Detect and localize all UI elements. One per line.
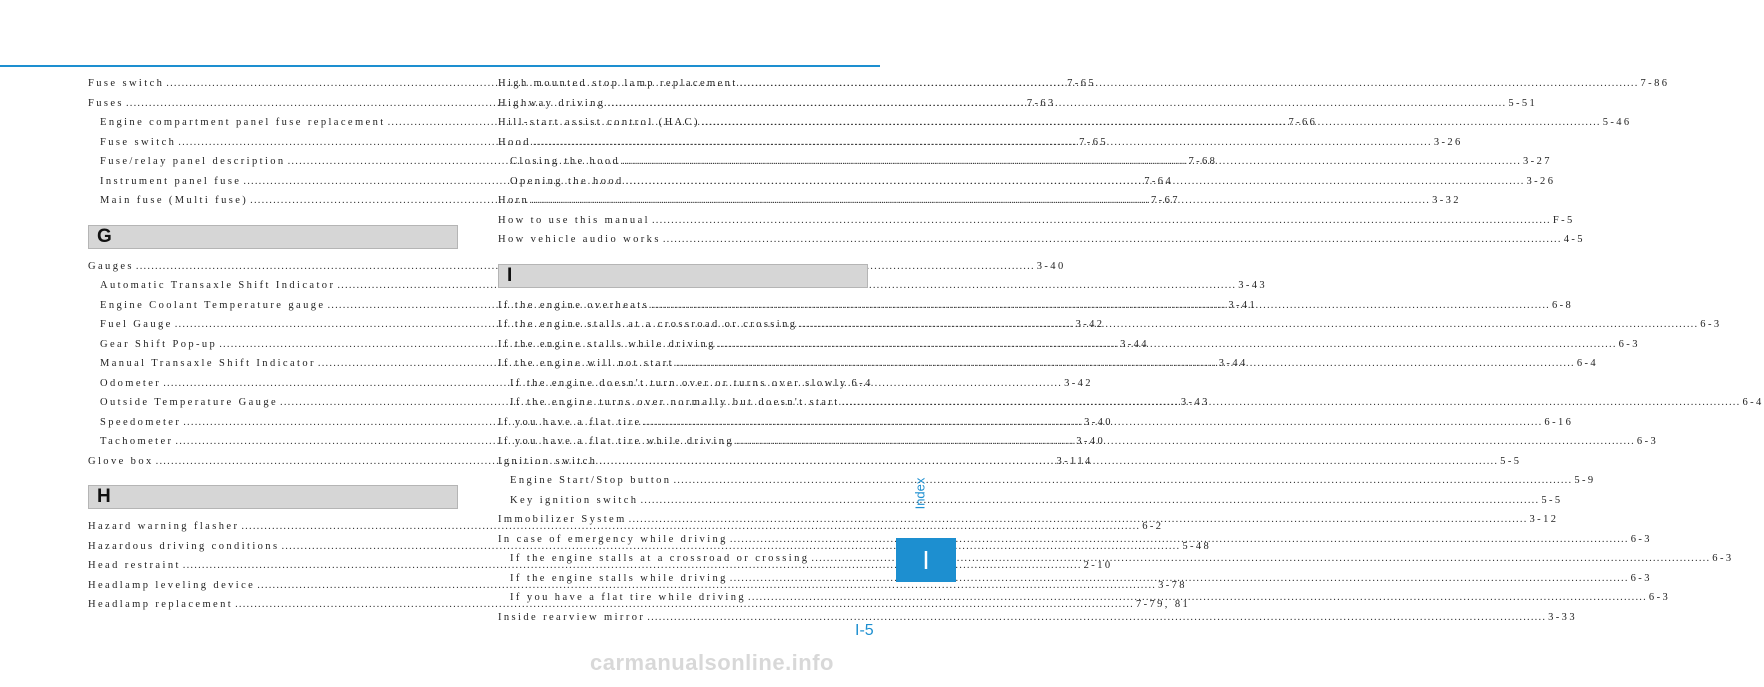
index-subentry[interactable] bbox=[498, 494, 1563, 515]
entry-text: In case of emergency while driving bbox=[498, 533, 728, 545]
entry-text: Engine Coolant Temperature gauge bbox=[100, 299, 326, 311]
dot-leader bbox=[702, 117, 1601, 128]
entry-page: 6-3 bbox=[1618, 338, 1640, 350]
dot-leader bbox=[842, 397, 1741, 408]
entry-page: 3-42 bbox=[1075, 319, 1105, 330]
entry-page: 3-43 bbox=[1180, 397, 1210, 408]
dot-leader bbox=[622, 156, 1521, 167]
entry-text: Hazard warning flasher bbox=[88, 521, 240, 532]
dot-leader bbox=[531, 195, 1430, 206]
entry-page: 7-65 bbox=[1079, 136, 1109, 148]
entry-page: 3-12 bbox=[1529, 514, 1559, 525]
entry-text: If the engine stalls at a crossroad or crossing bbox=[510, 553, 810, 564]
entry-page: 3-33 bbox=[1548, 611, 1577, 623]
section-letter: G bbox=[97, 225, 112, 247]
entry-page: 7-67 bbox=[1151, 195, 1180, 206]
entry-text: Gauges bbox=[88, 260, 134, 272]
entry-text: Odometer bbox=[100, 377, 162, 389]
entry-text: Hazardous driving conditions bbox=[88, 540, 280, 552]
entry-page: 7-64 bbox=[1144, 175, 1174, 187]
entry-text: Head restraint bbox=[88, 560, 181, 571]
entry-page: 7-63 bbox=[1026, 97, 1056, 109]
entry-page: 7-86 bbox=[1640, 78, 1670, 89]
entry-page: 3-44 bbox=[1120, 338, 1149, 350]
entry-text: Engine compartment panel fuse replacement bbox=[100, 117, 386, 128]
dot-leader bbox=[740, 78, 1639, 89]
entry-page: 7-65 bbox=[1067, 78, 1097, 89]
entry-page: 3-43 bbox=[1238, 280, 1268, 291]
entry-page: 3-78 bbox=[1158, 579, 1187, 591]
entry-text: Fuse switch bbox=[100, 136, 177, 148]
dot-leader bbox=[718, 339, 1617, 350]
entry-page: 6-16 bbox=[1544, 416, 1574, 428]
section-header-i bbox=[498, 264, 868, 288]
section-header-g bbox=[88, 225, 458, 249]
dot-leader bbox=[647, 612, 1546, 623]
dot-leader bbox=[629, 514, 1528, 525]
index-subentry[interactable] bbox=[498, 377, 873, 398]
entry-text: Instrument panel fuse bbox=[100, 175, 242, 187]
entry-text: Outside Temperature Gauge bbox=[100, 397, 279, 408]
entry-text: Ignition switch bbox=[498, 455, 598, 467]
section-letter: H bbox=[97, 486, 111, 507]
entry-text: How to use this manual bbox=[498, 214, 650, 226]
dot-leader bbox=[599, 456, 1498, 467]
section-header-h bbox=[88, 485, 458, 509]
entry-text: Fuse switch bbox=[88, 78, 165, 89]
index-entry[interactable] bbox=[498, 234, 1585, 254]
entry-text: If the engine will not start bbox=[498, 358, 674, 369]
entry-text: If the engine overheats bbox=[498, 299, 650, 311]
entry-text: If the engine stalls at a crossroad or crossing bbox=[498, 319, 798, 330]
entry-page: 2-10 bbox=[1083, 560, 1113, 571]
watermark: carmanualsonline.info bbox=[590, 650, 834, 675]
dot-leader bbox=[730, 573, 1629, 584]
entry-text: If the engine turns over normally but doesn't start bbox=[510, 397, 840, 408]
entry-text: Manual Transaxle Shift Indicator bbox=[100, 358, 316, 369]
side-tab-label-text: Index bbox=[912, 477, 928, 509]
entry-page: 5-51 bbox=[1508, 97, 1538, 109]
entry-text: Headlamp replacement bbox=[88, 599, 234, 610]
entry-page: 3-40 bbox=[1036, 260, 1066, 272]
entry-page: 6-3 bbox=[1630, 533, 1652, 545]
entry-text: Fuse/relay panel description bbox=[100, 156, 286, 167]
entry-page: 3-27 bbox=[1523, 156, 1552, 167]
entry-page: 7-66 bbox=[1288, 117, 1318, 128]
entry-page: 4-5 bbox=[1563, 234, 1585, 245]
entry-text: If the engine doesn't turn over or turns over slowly bbox=[510, 377, 848, 389]
dot-leader bbox=[673, 475, 1572, 486]
entry-page: 5-48 bbox=[1182, 540, 1212, 552]
entry-text: Fuses bbox=[88, 97, 124, 109]
entry-text: Highway driving bbox=[498, 97, 606, 109]
dot-leader bbox=[533, 137, 1432, 148]
dot-leader bbox=[652, 215, 1551, 226]
entry-page: 6-3 bbox=[1700, 319, 1722, 330]
index-entry[interactable] bbox=[88, 260, 1066, 281]
top-rule bbox=[0, 65, 880, 67]
page-number: I-5 bbox=[855, 622, 874, 639]
entry-text: If the engine stalls while driving bbox=[510, 572, 728, 584]
entry-text: Inside rearview mirror bbox=[498, 611, 646, 623]
entry-text: Key ignition switch bbox=[510, 494, 639, 506]
entry-page: 7-79, 81 bbox=[1135, 599, 1191, 610]
index-subentry[interactable] bbox=[88, 280, 1268, 300]
entry-text: If you have a flat tire bbox=[498, 416, 642, 428]
entry-text: How vehicle audio works bbox=[498, 234, 661, 245]
entry-page: 5-5 bbox=[1541, 494, 1563, 506]
entry-page: 5-9 bbox=[1574, 475, 1596, 486]
dot-leader bbox=[640, 495, 1539, 506]
side-tab-letter: I bbox=[922, 544, 930, 575]
dot-leader bbox=[730, 534, 1629, 545]
entry-text: If the engine stalls while driving bbox=[498, 338, 716, 350]
entry-text: Hill-start assist control (HAC) bbox=[498, 117, 700, 128]
dot-leader bbox=[626, 176, 1525, 187]
entry-text: Opening the hood bbox=[510, 175, 624, 187]
entry-page: 5-5 bbox=[1500, 455, 1522, 467]
entry-page: 3-42 bbox=[1064, 377, 1093, 389]
entry-page: 6-3 bbox=[1712, 553, 1734, 564]
entry-page: F-5 bbox=[1552, 214, 1575, 226]
dot-leader bbox=[799, 319, 1698, 330]
entry-page: 3-26 bbox=[1526, 175, 1556, 187]
dot-leader bbox=[607, 98, 1506, 109]
entry-text: Closing the hood bbox=[510, 156, 621, 167]
entry-page: 6-4 bbox=[1576, 358, 1599, 369]
entry-text: Horn bbox=[498, 195, 530, 206]
entry-page: 3-44 bbox=[1218, 358, 1248, 369]
entry-text: If you have a flat tire while driving bbox=[498, 436, 735, 447]
entry-text: Engine Start/Stop button bbox=[510, 475, 672, 486]
entry-page: 6-4 bbox=[1742, 397, 1764, 408]
entry-page: 6-4 bbox=[851, 377, 873, 389]
entry-text: If you have a flat tire while driving bbox=[510, 592, 747, 603]
entry-page: 6-3 bbox=[1630, 572, 1652, 584]
entry-page: 3-41 bbox=[1228, 299, 1258, 311]
dot-leader bbox=[644, 417, 1543, 428]
entry-text: Fuel Gauge bbox=[100, 319, 173, 330]
entry-text: Hood bbox=[498, 136, 531, 148]
entry-page: 3-40 bbox=[1084, 416, 1113, 428]
entry-text: Glove box bbox=[88, 455, 154, 467]
dot-leader bbox=[651, 300, 1550, 311]
dot-leader bbox=[676, 358, 1575, 369]
entry-page: 3-26 bbox=[1433, 136, 1463, 148]
entry-text: Automatic Transaxle Shift Indicator bbox=[100, 280, 336, 291]
entry-text: Speedometer bbox=[100, 416, 182, 428]
entry-page: 6-8 bbox=[1552, 299, 1574, 311]
entry-text: High mounted stop lamp replacement bbox=[498, 78, 738, 89]
entry-text: Headlamp leveling device bbox=[88, 579, 256, 591]
entry-page: 5-46 bbox=[1602, 117, 1632, 128]
entry-page: 3-32 bbox=[1432, 195, 1461, 206]
entry-text: Gear Shift Pop-up bbox=[100, 338, 218, 350]
dot-leader bbox=[663, 234, 1562, 245]
entry-page: 6-3 bbox=[1648, 592, 1671, 603]
side-tab-label bbox=[905, 468, 935, 518]
entry-page: 3-114 bbox=[1056, 455, 1093, 467]
dot-leader bbox=[748, 592, 1647, 603]
section-letter: I bbox=[507, 264, 513, 286]
dot-leader bbox=[736, 436, 1635, 447]
entry-page: 3-40 bbox=[1076, 436, 1106, 447]
entry-text: Tachometer bbox=[100, 436, 174, 447]
index-entry[interactable] bbox=[498, 214, 1575, 235]
entry-page: 7-68 bbox=[1188, 156, 1218, 167]
entry-text: Immobilizer System bbox=[498, 514, 627, 525]
entry-text: Main fuse (Multi fuse) bbox=[100, 195, 249, 206]
entry-page: 6-2 bbox=[1142, 521, 1164, 532]
side-tab-letter-box[interactable] bbox=[896, 538, 956, 582]
entry-page: 6-3 bbox=[1636, 436, 1659, 447]
